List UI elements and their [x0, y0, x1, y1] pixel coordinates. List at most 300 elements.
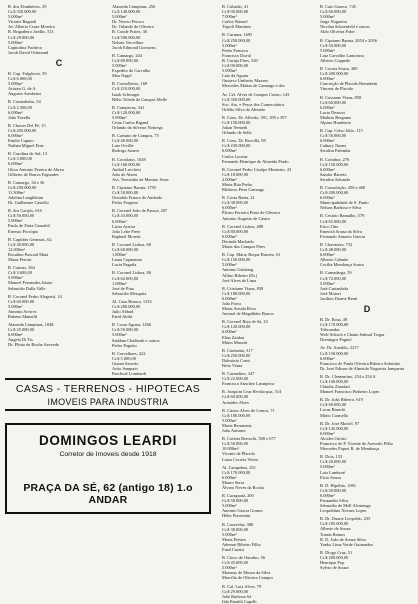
listing-line: R. Brigadeiro Jordão, 313: [8, 29, 54, 35]
listing-line: Gustavo Umberto Mazzeo: [222, 78, 269, 84]
listing-line: José Alves de Lima: [222, 277, 257, 283]
listing-line: Elcio Sousa: [320, 474, 341, 480]
listing-line: Cr.$ 280.000,00: [112, 303, 141, 309]
listing-line: Francisco Sanchez Laranjeira: [222, 381, 274, 387]
listing-line: Cr.$ 350.000,00: [222, 96, 251, 102]
listing-line: Cr.$ 200.000,00: [320, 190, 349, 196]
listing-line: R. Cipriano Barata, 2054 e 2056: [320, 37, 377, 43]
listing-line: 5.000m²: [222, 565, 237, 571]
listing-line: Cr.$ 20.000,00: [320, 459, 347, 465]
listing-line: Alfino Ribeiro (Dr.): [222, 272, 258, 278]
listing-line: 6.000m²: [320, 76, 335, 82]
listing-line: R. Camargo, 244: [112, 52, 142, 58]
listing-line: Cr.$ 65.000,00: [320, 218, 347, 224]
listing-line: Mário Musetti: [222, 339, 248, 345]
listing-line: Cr.$ 29.000,00: [8, 34, 35, 40]
listing-line: Rildervo Pires Camargo: [222, 187, 265, 193]
listing-line: Lucia Dezorzi: [320, 109, 345, 115]
listing-line: Vicente de Placido: [222, 451, 255, 457]
listing-line: 5.000m²: [320, 47, 335, 53]
listing-line: Cesar Carlos Bigand: [112, 119, 149, 125]
listing-line: Hélio Toledo de Campos Melle: [112, 96, 167, 102]
listing-line: 5.000m²: [222, 417, 237, 423]
listing-line: Cathary Nunes: [320, 143, 347, 149]
listing-line: Dr. José Edison de Almeida Nogueira Junqueira: [320, 365, 405, 371]
listing-line: R. Cipriano Barata, 1795: [112, 185, 157, 190]
listing-line: Cr.$ 150.000,00: [222, 257, 251, 263]
listing-line: Carlos Wanzel: [222, 19, 248, 25]
listing-line: Antonio Garcia Gomes: [222, 508, 263, 514]
listing-line: Pedro Fonseca: [222, 47, 248, 53]
listing-line: R. Caravelas, 380: [222, 521, 254, 527]
listing-line: R. dos Carijós, 616: [8, 208, 42, 214]
listing-line: 2.000m²: [222, 176, 237, 182]
listing-line: Cr.$ 40.000,00: [8, 241, 35, 247]
listing-line: Cr.$ 29.000,00: [222, 588, 249, 594]
listing-line: R. Consolação, 456 e 460: [320, 185, 366, 190]
listing-line: Dr. Nercio Peroco: [112, 19, 144, 25]
listing-line: Cr.$ 230.000,00: [222, 143, 251, 149]
listing-line: Luiz Orville: [112, 143, 134, 149]
listing-line: Cr.$ 170.000,00: [222, 469, 251, 475]
listing-line: Serafim Palomba: [320, 148, 351, 154]
listing-line: R. Carvalhaes, 222: [112, 350, 146, 356]
listing-line: Marcília de Oliveira Campos: [222, 575, 274, 581]
listing-line: Cr.$ 80.000,00: [222, 228, 249, 234]
listing-line: Manoel Fernandes Júnior: [8, 280, 53, 286]
listing-line: 7.000m²: [222, 14, 237, 20]
listing-line: Lúcia Ayrosa: [112, 223, 136, 229]
listing-line: Municipalidade de S. Paulo: [320, 200, 369, 206]
listing-line: Leopoldino Novaes Lopes: [320, 508, 367, 514]
listing-line: Lucia Paguila: [112, 262, 137, 268]
listing-line: Yanko Lima Verde Guimarães: [320, 541, 374, 547]
listing-line: 6.000m²: [222, 329, 237, 335]
listing-line: Tripoli Martinez: [222, 24, 251, 30]
listing-line: Nicolau Schoenfeld e outros: [320, 24, 370, 30]
listing-line: R. Camadarga, 59: [320, 270, 352, 276]
listing-line: Rodrigo Soares: [112, 148, 140, 154]
listing-line: Cr.$ 50.000,00: [112, 327, 139, 333]
listing-line: Cr.$ 120.000,00: [112, 109, 141, 115]
listing-line: R. Coronel Lisboa, 488: [222, 223, 264, 229]
listing-line: Brito Viana: [222, 363, 243, 368]
listing-line: Angelo Di Tis: [8, 337, 33, 343]
listing-line: Vicente Ragnoli: [8, 19, 37, 25]
listing-line: Alameda Campinas, 1048: [8, 322, 54, 328]
ad-headline: CASAS - TERRENOS - HIPOTECAS: [15, 383, 201, 395]
listing-line: R. Dr. Clementino, 254 e 254 A: [320, 373, 376, 379]
listing-line: Tomás Ramos: [320, 531, 345, 537]
listing-line: Augusto Armbrant: [8, 91, 41, 97]
listing-line: Fernando Henrique de Almeida Prado: [222, 158, 289, 164]
listing-line: R. Dois, 133: [320, 454, 343, 460]
listing-line: Luiza Correia Vieira: [222, 456, 258, 462]
listing-line: R. Cap. Fulgêncio, 59: [8, 70, 47, 76]
listing-line: Laura Capanema: [112, 257, 142, 263]
listing-line: Cr.$ 5.000,00: [112, 355, 136, 361]
listing-line: Cr.$ 6.000,00: [8, 76, 32, 82]
listing-line: Jacob David Ochmond: [8, 49, 49, 55]
listing-column-1: [8, 4, 110, 372]
listing-line: Serafim Salomão: [320, 176, 351, 182]
listing-line: 5.000m²: [8, 14, 23, 20]
listing-line: Orlando da Silveira Nobrega: [112, 125, 163, 131]
listing-line: Cecília Mendonça Sousa: [320, 262, 364, 268]
listing-line: Fuad Curatti: [222, 547, 245, 552]
listing-line: 6.000m²: [8, 332, 23, 338]
listing-line: Cr.$ 25.000,00: [8, 327, 35, 333]
listing-line: Jacilino Duarte Benti: [320, 295, 358, 301]
listing-line: R. Conselheiro, 169: [112, 81, 148, 87]
listing-line: Cr.$ 50.000,00: [320, 42, 347, 48]
listing-line: 5.000m²: [112, 114, 127, 120]
listing-line: Tribonadas: [320, 327, 340, 333]
listing-line: 6.000m²: [222, 474, 237, 480]
listing-line: Nelson Vercellino: [112, 39, 144, 45]
listing-line: Cr.$ 200.000,00: [320, 71, 349, 77]
listing-line: Francisco Duval: [222, 52, 251, 58]
listing-line: Cr.$ 3.600,00: [8, 270, 32, 276]
listing-line: Vincent de Placido: [320, 86, 354, 92]
listing-line: 5.000m²: [320, 280, 335, 286]
listing-line: 5.000m²: [112, 332, 127, 338]
listing-line: R. Campevas, 341: [112, 104, 145, 110]
listing-line: Manoel Francisco Pinheiro Lopes: [320, 389, 380, 395]
listing-line: Juvenal de Magalhães Barros: [222, 311, 274, 317]
listing-column-3: [222, 4, 318, 604]
listing-line: Alpino Humberto: [320, 119, 352, 125]
listing-line: Emerich Sousa da Silva: [320, 228, 362, 234]
listing-line: Expedito de Carvalho: [112, 68, 151, 74]
listing-line: 5.000m²: [8, 39, 23, 45]
listing-line: João de Abreu: [112, 171, 138, 177]
listing-line: Orlando de Sella: [222, 130, 252, 136]
listing-line: Cr.$ 90.000,00: [222, 9, 249, 15]
listing-line: Anibal Lucchesi: [112, 166, 141, 172]
listing-line: Cr.$ 160.000,00: [112, 161, 141, 167]
listing-line: Isaak Schwager: [112, 91, 140, 97]
listing-line: José Castanhola: [320, 285, 349, 291]
listing-line: Cr.$ 60.000,00: [8, 298, 35, 304]
listing-line: Cr.$ 200.000,00: [320, 554, 349, 560]
listing-line: R. Dr. Rosa, 49: [320, 316, 348, 322]
listing-line: 5.000m²: [320, 14, 335, 20]
listing-line: R. Caraguatá, 200: [222, 493, 254, 499]
listing-line: 6.000m²: [112, 218, 127, 224]
listing-line: R. Correa Sousa, 300: [320, 66, 358, 72]
listing-line: Luiz Carvalho Lamonica: [320, 52, 364, 58]
listing-line: R. Cons. Dr. Alfredo, 391, 395 e 397: [222, 114, 287, 120]
listing-line: R. Coronel Pedro Alegretti, 14: [8, 293, 62, 299]
listing-line: José Moiset: [320, 290, 341, 296]
listing-line: Cr.$ 50.000,00: [112, 190, 139, 196]
listing-line: Cr.$ 100.000,00: [320, 379, 349, 384]
listing-line: Antonio Arvires: [8, 308, 37, 314]
listing-line: Cr.$ 40.000,00: [112, 138, 139, 144]
listing-line: Jacob Edmond Goossens: [112, 44, 156, 50]
listing-line: Cr.$ 18.000,00: [222, 171, 249, 177]
listing-line: Domingos Pagnol: [320, 337, 352, 343]
listing-line: Alameda Campinas, 256: [112, 4, 156, 9]
listing-line: Ernesto Procópio: [8, 228, 39, 234]
listing-line: R. Capitães Generais, 62: [8, 236, 52, 242]
listing-line: 1.800m²: [112, 252, 127, 258]
listing-line: 6.000m²: [8, 132, 23, 138]
listing-line: Cr.$ 145.000,00: [320, 425, 349, 431]
listing-line: Farid Abibi: [112, 314, 133, 320]
listing-line: 6.000m²: [320, 355, 335, 361]
listing-line: Julio Abbud: [112, 309, 134, 315]
listing-line: R. Dr. José Maciel, 97: [320, 420, 360, 426]
listing-line: Cr.$ 43.000,00: [112, 213, 139, 219]
listing-line: Cr.$ 48.000,00: [320, 247, 347, 253]
listing-line: R. Cubatão, 41: [222, 4, 249, 9]
listing-line: Conceição de Placido Bernabetti: [320, 81, 378, 87]
listing-line: Gianni Sanvito: [112, 360, 139, 366]
listing-line: 5.000m²: [112, 63, 127, 69]
listing-line: Ottoo Antonio Pereira de Abreu: [8, 166, 64, 172]
listing-line: Capitolina Pacheco: [8, 44, 43, 50]
listing-line: Ass. Terezinho de Menino Jesus: [112, 176, 169, 182]
listing-line: Aristides Alves: [222, 399, 249, 405]
listing-line: Cr.$ 120.000,00: [222, 324, 251, 330]
listing-line: Cr.$ 150.000,00: [320, 350, 349, 356]
listing-line: 5.000m²: [8, 81, 23, 87]
listing-line: R. Camargo, 34 e 36: [8, 179, 45, 185]
listing-line: Cr.$ 80.000,00: [112, 57, 139, 63]
listing-line: Mercedes Piquet B. de Mendonça: [320, 446, 380, 452]
listing-line: Fernando Antonio Guerra: [320, 233, 366, 239]
listing-line: Sebastião Dalla Valle: [8, 285, 46, 291]
listing-line: Gilberto de Barros Fagundes: [8, 171, 59, 177]
listing-line: Luiz da Aguiar: [222, 73, 249, 79]
listing-line: R. Coronel Lisboa, 86: [112, 270, 151, 276]
real-estate-advertisement: [5, 378, 211, 548]
listing-line: Al. Carapebus, 451: [222, 464, 256, 470]
listing-line: João Yavella: [8, 114, 31, 120]
listing-line: Alberto Coppede: [320, 57, 351, 63]
listing-line: Dorinda Machado: [222, 238, 254, 244]
section-letter: C: [55, 57, 63, 68]
listing-line: Cr.$ 38.000,00: [222, 526, 249, 532]
listing-line: Al. Casa Branca, 1333: [112, 298, 152, 304]
listing-line: Cr.$ 210.000,00: [112, 86, 141, 92]
listing-line: 5.000m²: [222, 42, 237, 48]
listing-line: Sylvio de Souza: [320, 565, 349, 571]
listing-line: Dr. Orlando de Oliveira: [112, 24, 154, 30]
listing-line: Cr.$ 150.000,00: [320, 161, 349, 167]
listing-line: R. Coronel Beja de Sá, 23: [222, 319, 268, 325]
listing-line: Cr.$ 50.000,00: [8, 213, 35, 219]
listing-line: Paschoal Lombardi: [112, 371, 147, 377]
listing-line: 6.000m²: [320, 195, 335, 201]
listing-line: Av. Cel. Alves de Campos Castro, 143: [222, 91, 290, 97]
listing-line: Cr.$ 150.000,00: [222, 119, 251, 125]
listing-line: R. Costa Aguiar, 1266: [112, 322, 151, 328]
listing-line: João Leite Prete: [112, 228, 141, 234]
listing-line: Adelina Langbikian: [8, 195, 43, 200]
listing-line: Wolf Schuch e Chaim Salmul Tregar: [320, 332, 385, 338]
listing-line: Elias Zaidan: [222, 334, 245, 340]
listing-line: R. Cesário Ramalho, 579: [320, 213, 365, 219]
listing-line: R. Cons. Dr. Brocilla, 98: [222, 138, 266, 144]
listing-line: R. Coronel Pedro Cisalpo Monteiro, 43: [222, 166, 292, 172]
listing-line: Sebastião Mesquita: [112, 290, 147, 296]
listing-line: Cr.$ 3.500,00: [8, 104, 32, 110]
listing-line: R. Curuma, 1695: [222, 32, 253, 38]
listing-line: João Paiva: [222, 300, 241, 306]
listing-line: Cr.$ 22.000,00: [222, 376, 249, 382]
listing-line: R. Caio Graeco, 745: [320, 4, 356, 9]
listing-line: Raphael Moretti: [112, 233, 141, 239]
listing-line: R. Diogo Cruz, 51: [320, 549, 353, 555]
listing-line: Alcides Osório: [320, 435, 347, 441]
listing-line: Nathan Miguel Eine: [8, 143, 44, 149]
listing-line: Cláudio Zanolari: [320, 384, 350, 390]
listing-line: Sebastião de Mell Alvarenga: [320, 503, 371, 509]
listing-line: Cr.$ 90.000,00: [222, 63, 249, 69]
listing-line: Cr.$ 50.000,00: [320, 133, 347, 139]
listing-line: Av. Dr. Arnaldo, 2217: [320, 345, 359, 351]
listing-line: Cr.$ 250.000,00: [8, 184, 37, 190]
listing-line: R. Chavantes, 732: [320, 241, 353, 247]
listing-line: Mathias Bergamo: [320, 114, 352, 120]
listing-line: R. Costa Baeta, 21: [222, 195, 255, 201]
listing-line: R. Cap. Celso Júlio, 115: [320, 128, 363, 134]
listing-line: Maria Berumany: [222, 422, 252, 428]
listing-line: Saddam Chalhoub e outros: [112, 337, 160, 343]
listing-line: Cr.$ 500.000,00: [112, 34, 141, 40]
listing-line: 10.000m²: [222, 446, 239, 452]
listing-line: Antonio Augusto de Castro: [222, 215, 270, 221]
listing-line: 6.000m²: [320, 252, 335, 258]
listing-line: R. D. Hipólito, 1001: [320, 482, 357, 488]
listing-line: R. Conde Prates, 36: [112, 29, 148, 35]
listing-line: Cr.$ 45.000,00: [222, 560, 249, 566]
listing-line: Maria Ferrari: [8, 257, 32, 263]
listing-line: Cr.$ 250.000,00: [222, 352, 251, 358]
listing-line: Aristeu G. de A.: [8, 86, 37, 92]
listing-line: R. dos Dombeiros, 29: [8, 4, 47, 9]
listing-line: 5.000m²: [320, 464, 335, 470]
listing-line: 5.000m²: [222, 262, 237, 268]
listing-line: Maria dos Campos Pires: [222, 244, 266, 250]
listing-line: Rubens Manzilli: [8, 313, 38, 319]
listing-line: 6.000m²: [8, 161, 23, 167]
listing-line: Cr.$ 450.000,00: [8, 127, 37, 133]
listing-line: R. Cal. Luiz Alves, 79: [222, 583, 262, 589]
listing-line: R. Cap. Mário Roque Barreto, 61: [222, 252, 281, 258]
listing-line: Lucas Bianchi: [320, 407, 346, 413]
listing-line: Cr.$ 50.000,00: [320, 487, 347, 493]
listing-column-4: [320, 4, 414, 571]
listing-line: Élvaro Ferreira Pinto de Oliveira: [222, 210, 280, 216]
listing-line: 5.000m²: [112, 14, 127, 20]
listing-line: Cr.$ 50.000,00: [222, 441, 249, 447]
listing-line: Artio Sampaio: [112, 366, 138, 371]
listing-line: Max Nagel: [112, 73, 132, 79]
listing-line: Paulo de Faria Guaraldi: [8, 223, 50, 229]
listing-line: Erico Otto: [320, 223, 339, 229]
listing-line: 11.500m²: [8, 189, 25, 195]
listing-line: Ademar Ribeiro Filho: [222, 541, 261, 547]
listing-line: R. Coronel Lisboa, 68: [112, 241, 151, 247]
listing-line: Cr.$ 180.000,00: [222, 290, 251, 296]
listing-line: Cr.$ 60.000,00: [112, 247, 139, 253]
listing-line: Hélio Piacentini: [222, 513, 251, 519]
section-letter: D: [363, 303, 371, 314]
listing-line: 6.000m²: [320, 104, 335, 110]
listing-line: Mário Carmello: [320, 412, 349, 418]
listing-line: 6.000m²: [222, 148, 237, 154]
listing-line: Cr.$ 60.000,00: [222, 394, 249, 400]
listing-line: R. Joaquim Cruz Bevilacqua, 314: [222, 389, 282, 395]
listing-line: R. Dr. Duarte Leopoldo, 235: [320, 516, 371, 522]
listing-line: 6.000m²: [8, 109, 23, 115]
listing-line: Henrique Pop: [320, 560, 345, 565]
listing-line: Orlélio Silva do Almada: [222, 106, 265, 112]
listing-line: Cr.$ 62.000,00: [112, 275, 139, 281]
ad-subheadline: IMOVEIS PARA INDUSTRIA: [47, 397, 169, 407]
listing-line: Cr.$ 72.000,00: [320, 275, 347, 281]
listing-line: Cr.$ 250.000,00: [222, 37, 251, 43]
listing-line: 1.080m²: [112, 280, 127, 286]
listing-line: Johan Nemeth: [222, 125, 248, 131]
listing-line: 5.000m²: [222, 531, 237, 537]
listing-line: Maria Prestes: [222, 536, 247, 542]
listing-line: Dr. Guilherme Castello: [8, 200, 49, 206]
listing-line: Jorge Nogueira: [320, 19, 347, 25]
listing-line: R. Cinco de Outubro, 56: [222, 555, 266, 561]
broker-name: DOMINGOS LEARDI: [38, 433, 177, 448]
listing-line: Cr.$ 140.000,00: [112, 9, 141, 15]
listing-line: Mercedes Matias de Camargo e dos: [222, 83, 285, 89]
listing-line: 6.000m²: [222, 233, 237, 239]
listing-line: Álvaro Neves da Rocha: [222, 484, 264, 490]
listing-line: R. Cunhaúta, 317: [222, 347, 253, 353]
listing-line: João Barbosa Sá: [222, 593, 252, 599]
listing-line: 6.000m²: [320, 166, 335, 172]
listing-line: 6.000m²: [222, 295, 237, 301]
listing-line: João Antunes: [222, 428, 246, 434]
listing-line: Oswaldo Franco de Andrade: [112, 195, 163, 201]
listing-line: 5.000m²: [222, 503, 237, 509]
listing-line: Nelson Barbosa e Silva: [320, 205, 362, 211]
listing-line: R. Carmelino, 347: [222, 371, 255, 377]
listing-line: Cr.$ 50.000,00: [222, 498, 249, 504]
listing-line: Francisco de Paula Oliveira Ribeiro Sobrinho: [320, 360, 401, 366]
listing-line: R. Carolina de Sul, 13: [8, 151, 48, 157]
listing-line: R. Cássio Alves de Lemos, 71: [222, 407, 275, 413]
listing-line: Francisco de P. Vicente de Azevedo Filho: [320, 441, 393, 447]
listing-line: Alberto Calmão: [320, 257, 349, 263]
listing-line: Mauro Serra: [222, 479, 245, 485]
listing-line: Emílio Caputo: [8, 138, 34, 144]
listing-line: Fernandes Silva: [320, 497, 349, 503]
listing-line: 6.000m²: [320, 430, 335, 436]
listing-line: Iída Baraldi Capelli: [222, 598, 257, 604]
listing-line: Pedro Forgeno: [112, 200, 138, 206]
listing-line: Carlos Lucena: [222, 153, 248, 159]
listing-line: Rosalino Pascoal Maia: [8, 251, 49, 257]
listing-line: R. Carambolas, 54: [8, 99, 41, 105]
listing-line: Cr.$ 170.000,00: [320, 322, 349, 328]
listing-line: Av. Alberto Craze Moreira: [8, 24, 55, 30]
listing-line: Aldo Oliveira Pabri: [320, 29, 355, 35]
listing-line: Soc. Ass. e Pesca dos Comerciários: [222, 101, 285, 107]
listing-line: Cr.$ 180.000,00: [222, 412, 251, 418]
